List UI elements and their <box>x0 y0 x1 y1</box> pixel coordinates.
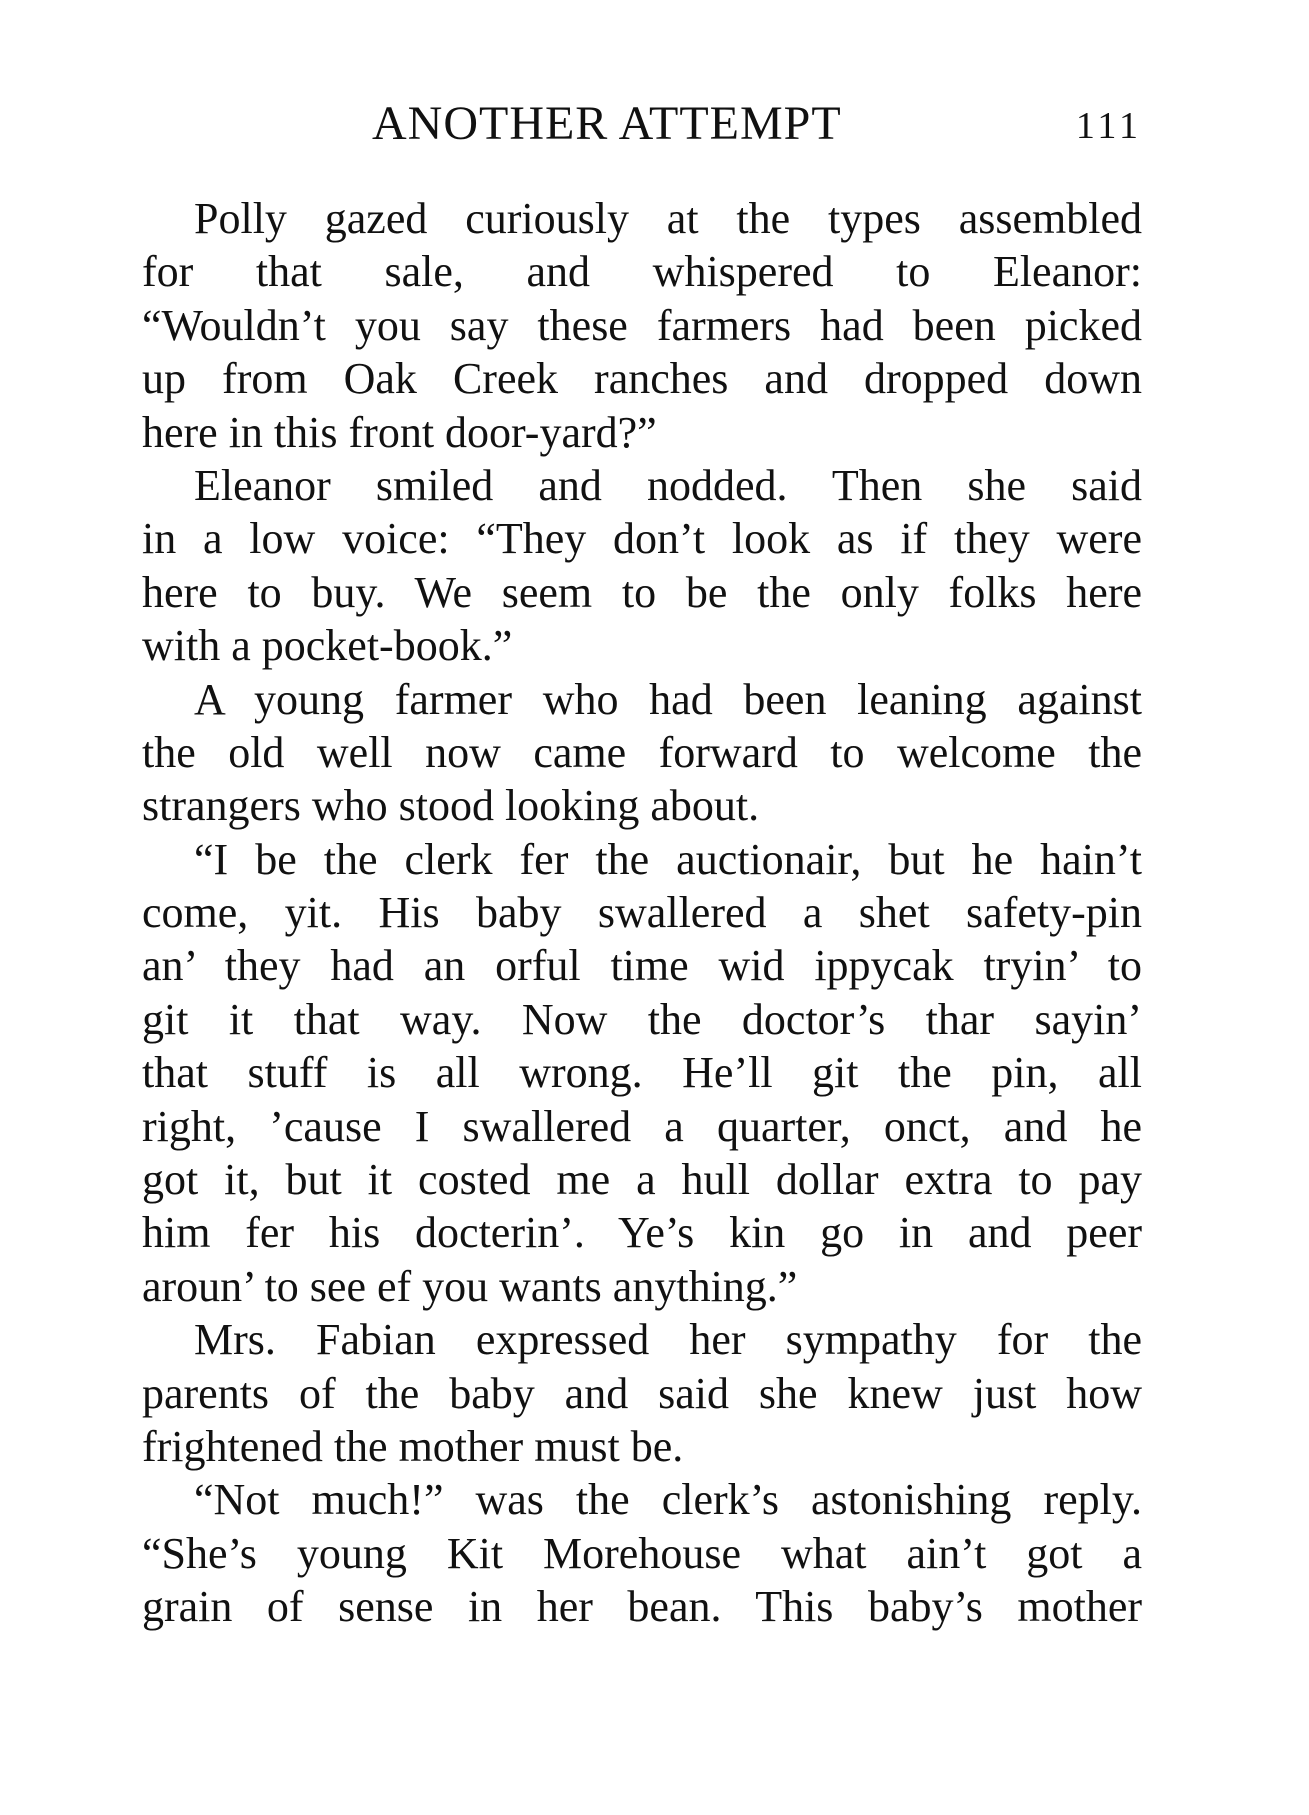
text-line: him fer his docterin’. Ye’s kin go in and peer <box>142 1208 1142 1258</box>
text-line: A young farmer who had been leaning against <box>194 674 1142 724</box>
paragraph <box>142 1473 1142 1633</box>
paragraph <box>142 459 1142 673</box>
text-line: Mrs. Fabian expressed her sympathy for the <box>194 1315 1142 1365</box>
running-title: ANOTHER ATTEMPT <box>372 97 842 150</box>
paragraph <box>142 673 1142 833</box>
paragraph <box>142 1313 1142 1473</box>
text-line: “She’s young Kit Morehouse what ain’t got a <box>142 1528 1142 1578</box>
text-line: in a low voice: “They don’t look as if they were <box>142 514 1142 564</box>
text-line: that stuff is all wrong. He’ll git the pin, all <box>142 1048 1142 1098</box>
text-line: frightened the mother must be. <box>142 1421 684 1471</box>
text-line: with a pocket-book.” <box>142 621 513 671</box>
text-line: grain of sense in her bean. This baby’s mother <box>142 1582 1142 1632</box>
running-head <box>142 96 1142 156</box>
text-line: Polly gazed curiously at the types assembled <box>194 194 1142 243</box>
page-number: 111 <box>1075 105 1142 147</box>
text-line: come, yit. His baby swallered a shet safety-pin <box>142 888 1142 938</box>
text-line: got it, but it costed me a hull dollar extra to pay <box>142 1155 1142 1205</box>
text-line: right, ’cause I swallered a quarter, onct, and he <box>142 1101 1142 1151</box>
text-line: here in this front door-yard?” <box>142 407 657 457</box>
text-line: aroun’ to see ef you wants anything.” <box>142 1261 798 1311</box>
paragraph <box>142 192 1142 459</box>
text-line: up from Oak Creek ranches and dropped down <box>142 354 1142 404</box>
text-line: here to buy. We seem to be the only folks here <box>142 567 1142 617</box>
text-line: Eleanor smiled and nodded. Then she said <box>194 460 1142 510</box>
paragraph <box>142 833 1142 1314</box>
text-line: for that sale, and whispered to Eleanor: <box>142 247 1142 297</box>
text-line: “Wouldn’t you say these farmers had been picked <box>142 300 1142 350</box>
text-line: an’ they had an orful time wid ippycak tryin’ to <box>142 941 1142 991</box>
text-line: the old well now came forward to welcome the <box>142 727 1142 777</box>
text-line: parents of the baby and said she knew just how <box>142 1368 1142 1418</box>
text-line: “I be the clerk fer the auctionair, but he hain’t <box>194 834 1142 884</box>
text-line: “Not much!” was the clerk’s astonishing reply. <box>194 1475 1142 1525</box>
text-line: strangers who stood looking about. <box>142 781 760 831</box>
text-line: git it that way. Now the doctor’s thar sayin’ <box>142 994 1142 1044</box>
body-text <box>142 192 1142 1634</box>
